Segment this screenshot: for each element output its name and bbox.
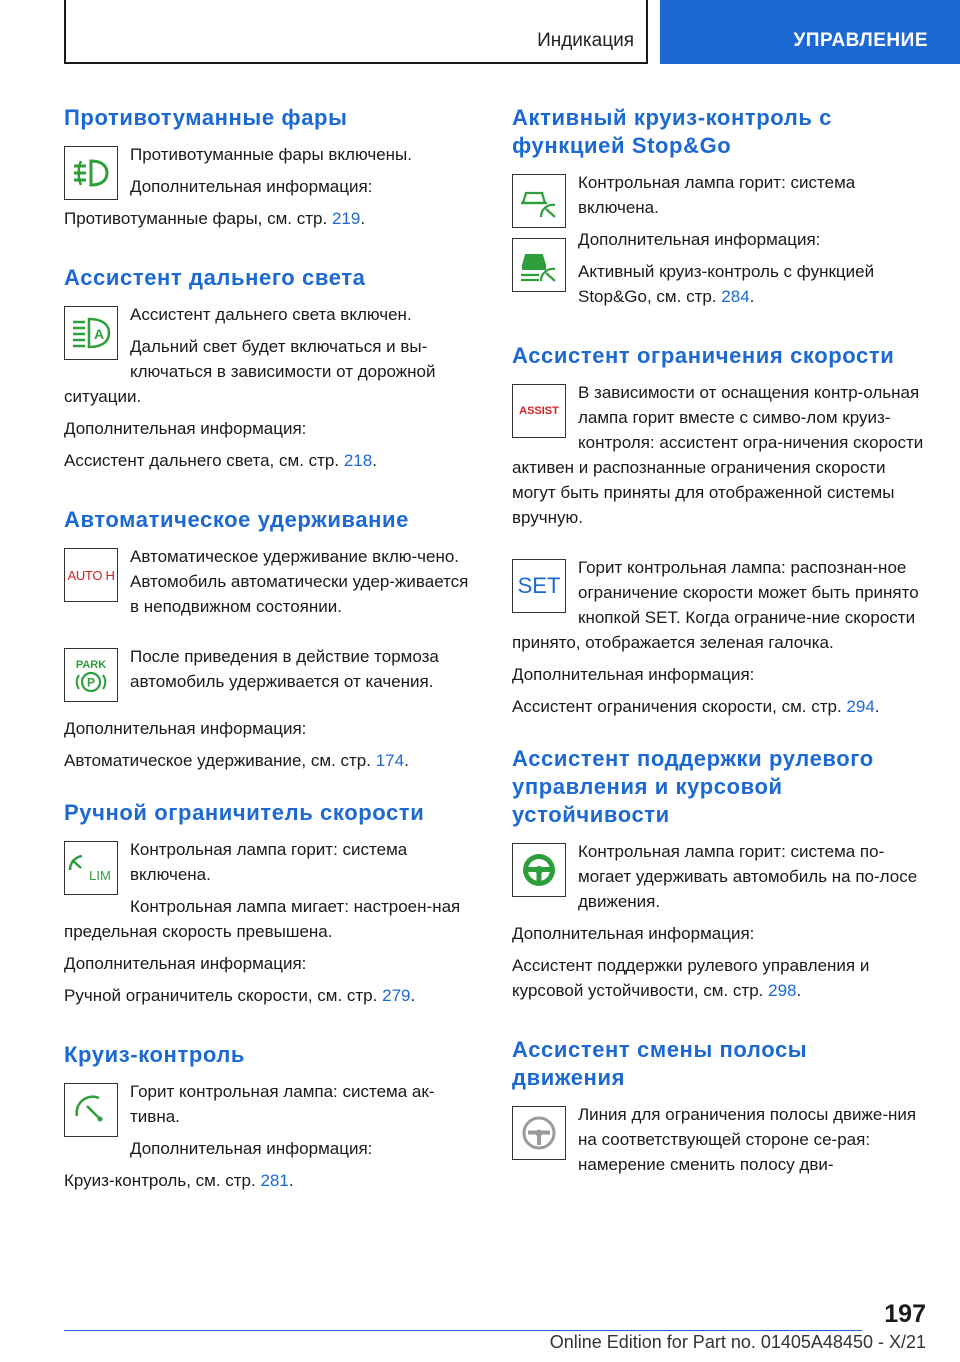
speed-assist-more-info: Дополнительная информация: [512, 665, 755, 684]
fog-light-icon [64, 146, 118, 200]
set-icon: SET [512, 559, 566, 613]
speed-limiter-flash: Контрольная лампа мигает: настроен-ная предельная скорость превышена. [64, 897, 461, 941]
section-auto-hold [64, 506, 476, 773]
speed-limiter-icon [64, 841, 118, 895]
section-title-speed-limiter: Ручной ограничитель скорости [64, 800, 425, 825]
high-beam-status: Ассистент дальнего света включен. [130, 305, 412, 324]
page-link-279[interactable]: 279 [382, 986, 411, 1005]
fog-lights-more-info: Дополнительная информация: [130, 177, 373, 196]
steering-wheel-icon [512, 843, 566, 897]
section-cruise-control [64, 1041, 476, 1200]
auto-hold-more-info: Дополнительная информация: [64, 719, 307, 738]
svg-text:PARK: PARK [75, 659, 107, 671]
footer-rule [64, 1330, 862, 1331]
acc-ref: Активный круиз-контроль с функцией Stop&Go, см. стр. 284. [578, 262, 875, 306]
page-link-294[interactable]: 294 [846, 697, 875, 716]
page-link-219[interactable]: 219 [331, 209, 361, 228]
section-title-steering-assist: Ассистент поддержки рулевого управления и курсовой устойчивости [512, 746, 874, 827]
acc-car-distance-icon [512, 238, 566, 292]
assist-icon: ASSIST [512, 384, 566, 438]
left-column [64, 104, 476, 1226]
cruise-control-icon [64, 1083, 118, 1137]
section-title-auto-hold: Автоматическое удерживание [64, 507, 410, 532]
steering-assist-status: Контрольная лампа горит: система по-могает удерживать автомобиль на по-лосе движения. [578, 842, 918, 911]
high-beam-ref: Ассистент дальнего света, см. стр. 218. [64, 451, 377, 470]
footer-edition: Online Edition for Part no. 01405A48450 - X/21 [549, 1332, 926, 1352]
acc-status: Контрольная лампа горит: система включена. [578, 173, 856, 217]
fog-lights-status: Противотуманные фары включены. [130, 145, 412, 164]
section-title-cruise-control: Круиз-контроль [64, 1042, 246, 1067]
cruise-control-more-info: Дополнительная информация: [130, 1139, 373, 1158]
high-beam-assist-icon [64, 306, 118, 360]
section-steering-assist [512, 745, 924, 1010]
section-title-acc: Активный круиз-контроль с функцией Stop&Go [512, 105, 833, 158]
section-title-lane-change: Ассистент смены полосы движения [512, 1037, 808, 1090]
section-speed-assist [512, 342, 924, 719]
chapter-title: УПРАВЛЕНИЕ [793, 30, 928, 51]
page-link-281[interactable]: 281 [260, 1171, 289, 1190]
section-title: Индикация [537, 30, 634, 51]
right-column [512, 104, 924, 1210]
cruise-control-status: Горит контрольная лампа: система ак-тивна. [130, 1082, 435, 1126]
steering-assist-ref: Ассистент поддержки рулевого управления и курсовой устойчивости, см. стр. 298. [512, 956, 870, 1000]
speed-assist-status: В зависимости от оснащения контр-ольная лампа горит вместе с симво-лом круиз-контроля: ассистент огра-ничения скорости активен и распознанные ограничения скорости могут быть приняты для отображенной системы вручную. [512, 383, 924, 527]
set-desc: Горит контрольная лампа: распознан-ное ограничение скорости может быть принято кнопкой SET. Когда ограниче-ние скорости принято, отображается зеленая галочка. [512, 558, 919, 652]
section-acc [512, 104, 924, 316]
header-chapter-box [660, 0, 960, 64]
speed-limiter-more-info: Дополнительная информация: [64, 954, 307, 973]
section-lane-change [512, 1036, 924, 1184]
lane-change-status: Линия для ограничения полосы движе-ния на соответствующей стороне се-рая: намерение сменить полосу дви- [578, 1105, 917, 1174]
page-link-174[interactable]: 174 [375, 751, 405, 770]
page-link-218[interactable]: 218 [343, 451, 373, 470]
high-beam-desc: Дальний свет будет включаться и вы-ключаться в зависимости от дорожной ситуации. [64, 337, 436, 406]
acc-car-icon [512, 174, 566, 228]
park-brake-icon [64, 648, 118, 702]
svg-text:A: A [93, 326, 105, 342]
page-link-298[interactable]: 298 [768, 981, 797, 1000]
cruise-control-ref: Круиз-контроль, см. стр. 281. [64, 1171, 294, 1190]
fog-lights-ref: Противотуманные фары, см. стр. 219. [64, 209, 366, 228]
section-title-fog-lights: Противотуманные фары [64, 105, 348, 130]
page-link-284[interactable]: 284 [721, 287, 750, 306]
speed-limiter-ref: Ручной ограничитель скорости, см. стр. 279. [64, 986, 416, 1005]
section-speed-limiter [64, 799, 476, 1015]
auto-hold-ref: Автоматическое удерживание, см. стр. 174. [64, 751, 409, 770]
speed-assist-ref: Ассистент ограничения скорости, см. стр. 294. [512, 697, 880, 716]
steering-assist-more-info: Дополнительная информация: [512, 924, 755, 943]
auto-hold-status: Автоматическое удерживание вклю-чено. Автомобиль автоматически удер-живается в неподвижном состоянии. [130, 547, 469, 616]
speed-limiter-status: Контрольная лампа горит: система включена. [130, 840, 408, 884]
header-section-box [64, 0, 648, 64]
svg-text:P: P [86, 675, 96, 690]
section-high-beam [64, 264, 476, 480]
acc-icons [512, 174, 566, 292]
svg-text:LIM: LIM [89, 868, 111, 883]
section-fog-lights [64, 104, 476, 238]
high-beam-more-info: Дополнительная информация: [64, 419, 307, 438]
section-title-high-beam: Ассистент дальнего света [64, 265, 366, 290]
acc-more-info: Дополнительная информация: [578, 230, 821, 249]
auto-hold-icon: AUTO H [64, 548, 118, 602]
page-number: 197 [884, 1300, 926, 1328]
section-title-speed-assist: Ассистент ограничения скорости [512, 343, 895, 368]
park-desc: После приведения в действие тормоза автомобиль удерживается от качения. [130, 647, 439, 691]
steering-wheel-outline-icon [512, 1106, 566, 1160]
